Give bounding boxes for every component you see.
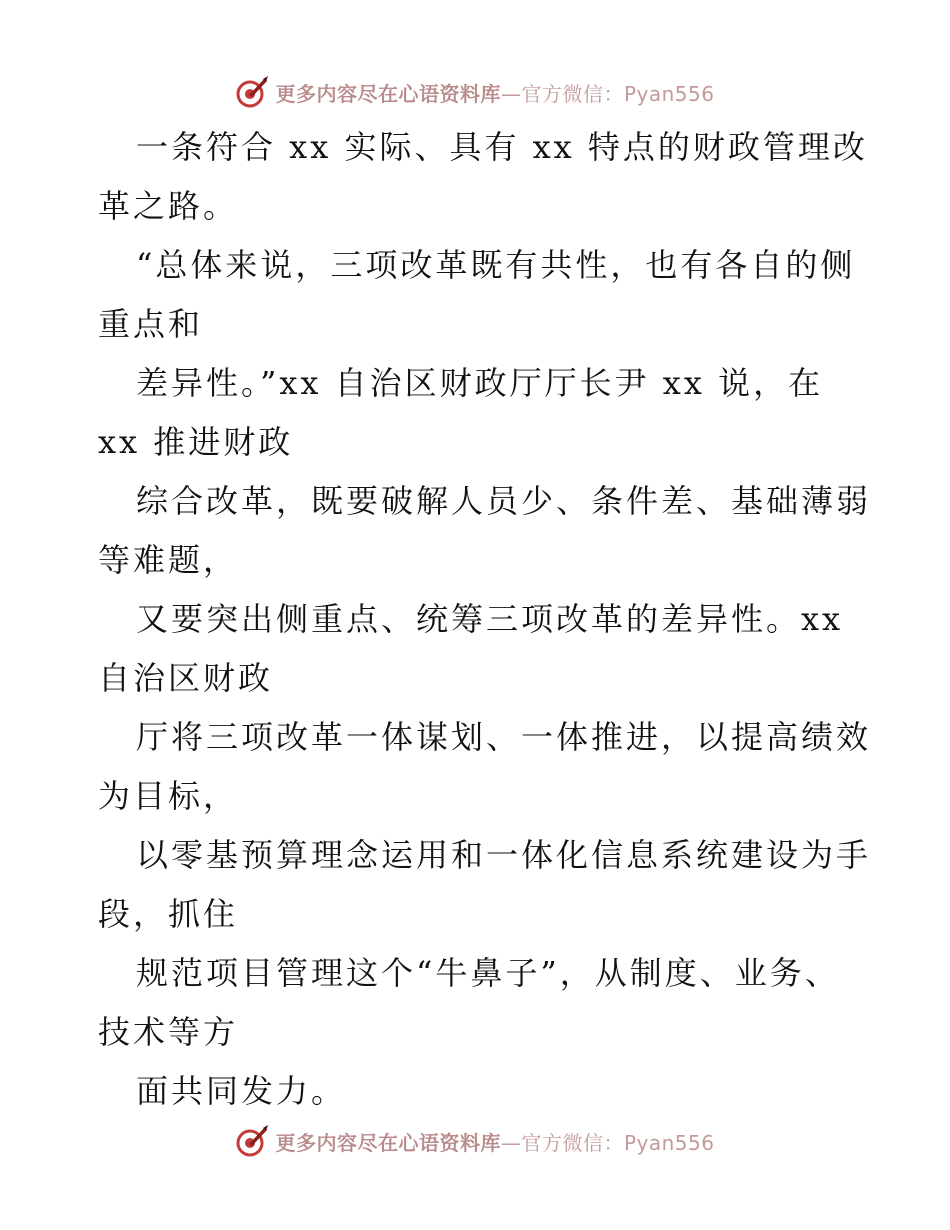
footer-watermark-dash: — [500,1130,522,1155]
body-line: 段，抓住 [98,895,239,933]
header-watermark-main: 更多内容尽在心语资料库 [275,81,501,106]
footer-watermark-banner [0,1121,950,1161]
body-line: 又要突出侧重点、统筹三项改革的差异性。xx [136,600,844,638]
body-line: 差异性。”xx 自治区财政厅厅长尹 xx 说，在 [136,364,824,402]
body-line: 等难题， [98,541,239,579]
header-watermark-sub: 官方微信：Pyan556 [521,81,715,106]
body-line: 一条符合 xx 实际、具有 xx 特点的财政管理改 [136,128,868,166]
header-watermark-dash: — [500,81,522,106]
document-body [98,118,872,1121]
body-line: 规范项目管理这个“牛鼻子”，从制度、业务、 [136,954,840,992]
body-line: 为目标， [98,777,239,815]
body-line: xx 推进财政 [98,423,294,461]
body-line: 综合改革，既要破解人员少、条件差、基础薄弱 [136,482,872,520]
body-line: 技术等方 [98,1013,239,1051]
body-line: 自治区财政 [98,659,274,697]
quill-logo-icon [235,75,269,109]
body-line: “总体来说，三项改革既有共性，也有各自的侧 [136,246,856,284]
body-line: 以零基预算理念运用和一体化信息系统建设为手 [136,836,872,874]
body-line: 重点和 [98,305,204,343]
body-line: 面共同发力。 [136,1072,347,1110]
header-watermark-banner [0,72,950,112]
body-line: 革之路。 [98,187,239,225]
footer-watermark-text [275,1127,714,1156]
body-line: 厅将三项改革一体谋划、一体推进，以提高绩效 [136,718,872,756]
footer-watermark-main: 更多内容尽在心语资料库 [275,1130,501,1155]
header-watermark-text [275,78,714,107]
footer-watermark-sub: 官方微信：Pyan556 [521,1130,715,1155]
quill-logo-icon [235,1124,269,1158]
